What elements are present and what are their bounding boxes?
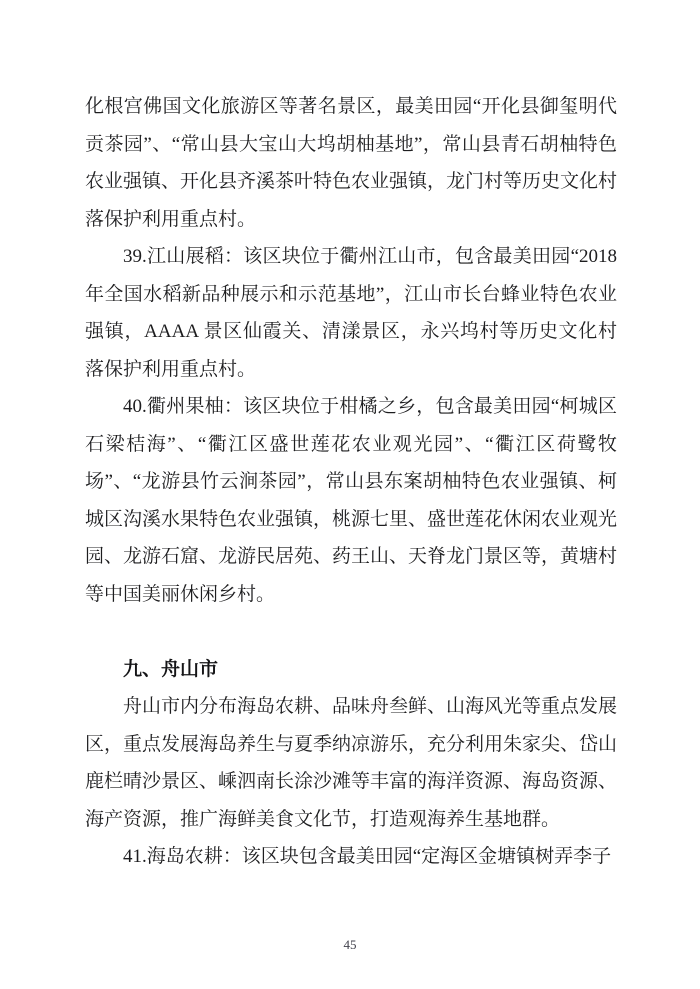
- paragraph-40-quzhou-guoyou: 40.衢州果柚：该区块位于柑橘之乡，包含最美田园“柯城区石梁桔海”、“衢江区盛世莲花农业观光园”、“衢江区荷鹭牧场”、“龙游县竹云涧茶园”，常山县东案胡柚特色农业强镇、柯城区沟溪水果特色农业强镇，桃源七里、盛世莲花休闲农业观光园、龙游石窟、龙游民居苑、药王山、天脊龙门景区等，黄塘村等中国美丽休闲乡村。: [85, 396, 618, 605]
- document-body: [85, 88, 617, 876]
- paragraph-39-jiangshan-zhandao: 39.江山展稻：该区块位于衢州江山市，包含最美田园“2018年全国水稻新品种展示和示范基地”，江山市长台蜂业特色农业强镇，AAAA 景区仙霞关、清漾景区，永兴坞村等历史文化村落保护利用重点村。: [85, 246, 617, 380]
- section-heading-zhoushan-city: 九、舟山市: [123, 658, 219, 680]
- paragraph-zhoushan-intro: 舟山市内分布海岛农耕、品味舟叁鲜、山海风光等重点发展区，重点发展海岛养生与夏季纳凉游乐，充分利用朱家尖、岱山鹿栏晴沙景区、嵊泗南长涂沙滩等丰富的海洋资源、海岛资源、海产资源，推广海鲜美食文化节，打造观海养生基地群。: [85, 696, 618, 830]
- page-number: 45: [343, 937, 357, 952]
- paragraph-continued-from-previous-page: 化根宫佛国文化旅游区等著名景区，最美田园“开化县御玺明代贡茶园”、“常山县大宝山大坞胡柚基地”，常山县青石胡柚特色农业强镇、开化县齐溪茶叶特色农业强镇，龙门村等历史文化村落保护利用重点村。: [85, 96, 618, 230]
- paragraph-41-haidao-nonggeng: 41.海岛农耕：该区块包含最美田园“定海区金塘镇树弄李子: [123, 846, 612, 867]
